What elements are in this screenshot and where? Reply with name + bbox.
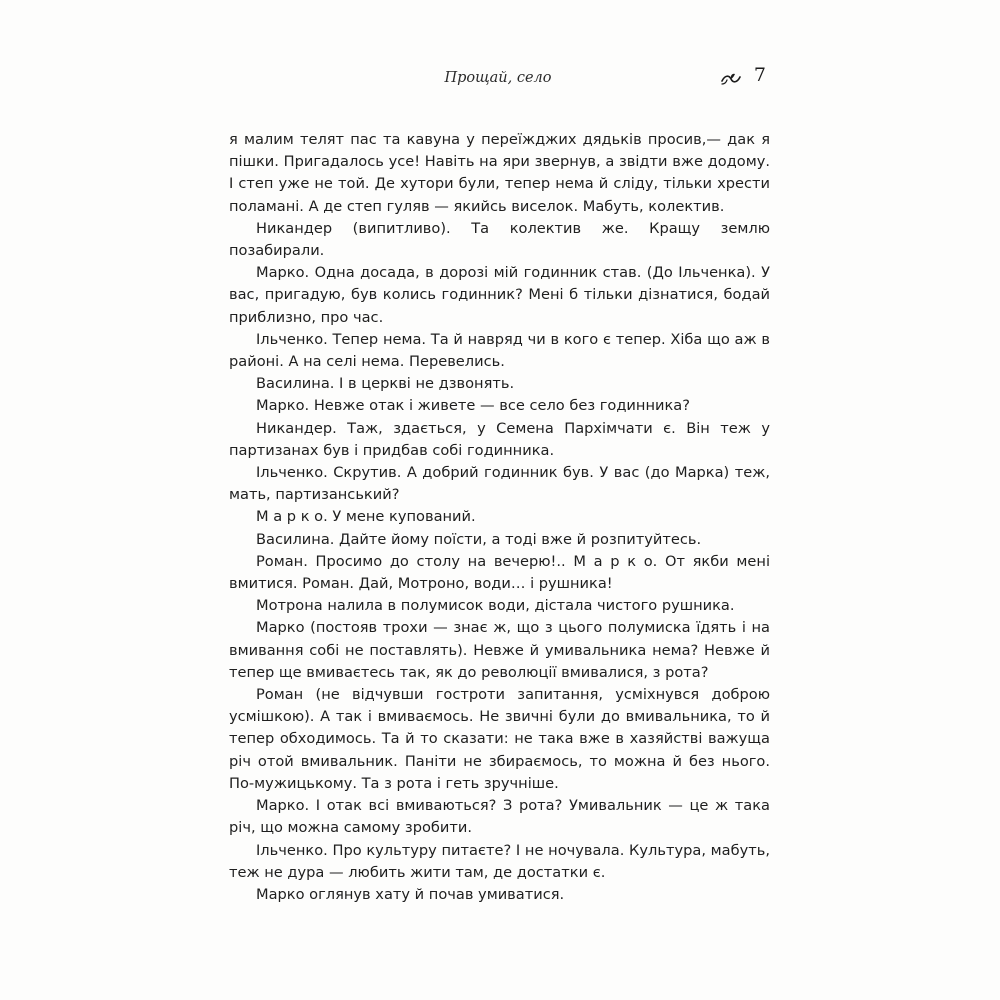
paragraph: Никандер (випитливо). Та колектив же. Кращу землю позабирали. xyxy=(229,219,770,260)
paragraph: Василина. Дайте йому поїсти, а тоді вже й розпитуйтесь. xyxy=(256,530,702,548)
paragraph: Василина. І в церкві не дзвонять. xyxy=(256,375,515,393)
paragraph: я малим телят пас та кавуна у переїжджих дядьків просив,— дак я пішки. Пригадалось усе! Навіть на яри звернув, а звідти вже додому. І степ уже не той. Де хутори були, тепер нема й сліду, тільки хрести поламані. А де степ гуляв — якийсь виселок. Мабуть, колектив. xyxy=(229,131,770,215)
paragraph: М а р к о. У мене купований. xyxy=(256,508,476,526)
body-text xyxy=(229,129,770,906)
paragraph: Ільченко. Тепер нема. Та й навряд чи в кого є тепер. Хіба що аж в районі. А на селі нема. Перевелись. xyxy=(229,330,770,371)
paragraph: Ільченко. Скрутив. А добрий годинник був. У вас (до Марка) теж, мать, партизанський? xyxy=(229,464,770,504)
paragraph: Марко. Невже отак і живете — все село без годинника? xyxy=(256,397,690,415)
paragraph: Мотрона налила в полумисок води, дістала чистого рушника. xyxy=(256,597,735,615)
paragraph: Марко оглянув хату й почав умиватися. xyxy=(256,885,565,903)
paragraph: Роман (не відчувши гостроти запитання, усміхнувся доброю усмішкою). А так і вмиваємось. Не звичні були до вмивальника, то й тепер обходимось. Та й то сказати: не така вже в хазяйстві важуща річ отой вмивальник. Паніти не збираємось, то можна й без нього. По-мужицькому. Та з рота і геть зручніше. xyxy=(229,686,770,792)
page-number: 7 xyxy=(753,64,766,86)
paragraph: Роман. Просимо до столу на вечерю!.. М а р к о. От якби мені вмитися. Роман. Дай, Мотроно, води… і рушника! xyxy=(229,552,770,593)
paragraph: Марко. І отак всі вмиваються? З рота? Умивальник — це ж така річ, що можна самому зробити. xyxy=(229,797,770,837)
running-head xyxy=(229,66,767,96)
paragraph: Ільченко. Про культуру питаєте? І не ночувала. Культура, мабуть, теж не дура — любить жити там, де достатки є. xyxy=(229,841,770,881)
leaf-flourish-icon xyxy=(721,72,741,86)
paragraph: Марко. Одна досада, в дорозі мій годинник став. (До Ільченка). У вас, пригадую, був колись годинник? Мені б тільки дізнатися, бодай приблизно, про час. xyxy=(229,264,770,326)
paragraph: Никандер. Таж, здається, у Семена Пархімчати є. Він теж у партизанах був і придбав собі годинника. xyxy=(229,419,770,459)
running-head-title: Прощай, село xyxy=(444,70,552,86)
paragraph: Марко (постояв трохи — знає ж, що з цього полумиска їдять і на вмивання собі не поставлять). Невже й умивальника нема? Невже й тепер ще вмиваєтесь так, як до революції вмивалися, з рота? xyxy=(229,619,770,681)
